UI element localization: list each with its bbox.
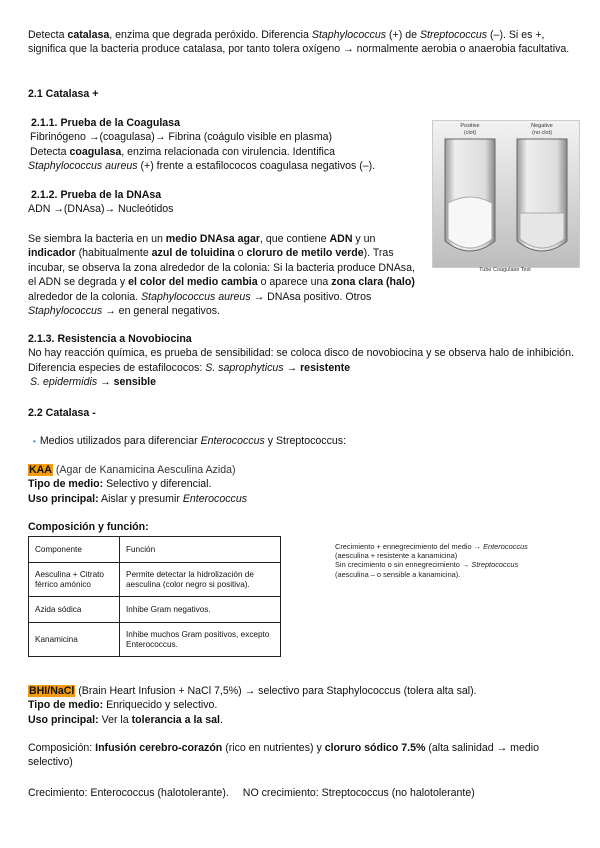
text: azul de toluidina (151, 247, 235, 260)
section-title-catalasa-neg: 2.2 Catalasa - (28, 407, 96, 419)
text: Composición: (28, 742, 96, 754)
text: NO crecimiento: Streptococcus (no halotolerante) (242, 787, 475, 799)
text: cloruro de metilo verde (246, 247, 364, 260)
text: alrededor de la colonia. (28, 290, 142, 303)
bullet-icon: • (33, 437, 36, 446)
medios-bullet-item (33, 434, 583, 449)
table-cell: Permite detectar la hidrolización de aesculina (color negro si positiva). (120, 563, 281, 597)
text: Aislar y presumir (98, 492, 183, 505)
coagulasa-line (28, 159, 418, 173)
text: (rico en nutrientes) y (222, 742, 325, 754)
text: No hay reacción química, es prueba de sensibilidad: se coloca disco de novobiocina y se observa halo de inhibición. Diferencia especies de estafilococos: (28, 347, 574, 374)
text: (+) frente a estafilococos coagulasa negativos (–). (137, 160, 376, 173)
text: y Streptococcus: (264, 435, 347, 447)
text: sensible (113, 376, 157, 389)
text: o aparece una (257, 276, 332, 289)
text: ADN (329, 233, 353, 245)
results-note (335, 542, 585, 579)
table-row (29, 563, 281, 597)
text: Streptococcus (471, 560, 519, 570)
text: → DNAsa positivo. Otros (250, 290, 372, 303)
text: coagulasa (69, 145, 122, 158)
table-header-row (29, 537, 281, 563)
text: (–). Si es +, significa que la bacteria produce catalasa, por tanto tolera oxígeno → normalmente aerobia o anaerobia facultativa. (28, 29, 570, 56)
novobiocina-paragraph (28, 346, 578, 375)
table-cell: Kanamicina (29, 623, 120, 657)
text: Enterococcus (182, 492, 248, 505)
dnasa-line: ADN →(DNAsa)→ Nucleótidos (28, 203, 174, 216)
composition-table (28, 536, 281, 657)
text: Sin crecimiento o sin ennegrecimiento → (335, 560, 472, 570)
text: (aesculina + resistente a kanamicina) (335, 551, 458, 561)
coagulasa-line (30, 145, 418, 159)
composition-table-wrap (28, 536, 281, 657)
table-row (29, 623, 281, 657)
coagulasa-title: 2.1.1. Prueba de la Coagulasa (31, 117, 180, 129)
text: Detecta (30, 145, 70, 158)
text: → en general negativos. (102, 305, 220, 318)
table-cell: Inhibe Gram negativos. (120, 597, 281, 623)
negative-label: Negative (no clot) (531, 123, 553, 136)
text: Tipo de medio: (28, 478, 104, 491)
text: Ver la (98, 713, 132, 726)
text: el color del medio cambia (128, 276, 258, 289)
text: Selectivo y diferencial. (103, 478, 212, 491)
text: Uso principal: (28, 713, 99, 726)
text: , que contiene (260, 233, 330, 245)
text: cloruro sódico 7.5% (324, 742, 426, 754)
dnasa-title: 2.1.2. Prueba de la DNAsa (31, 189, 162, 201)
text: Crecimiento: Enterococcus (halotolerante). (28, 787, 229, 799)
text: S. saprophyticus (205, 361, 284, 374)
text: catalasa (67, 29, 110, 41)
coagulasa-line: Fibrinógeno →(coagulasa)→ Fibrina (coágulo visible en plasma) (30, 131, 333, 144)
text: y un (352, 233, 376, 245)
coagulase-tube-photo (432, 120, 580, 268)
text: zona clara (halo) (331, 276, 415, 289)
text: Enterococcus (200, 435, 265, 447)
dnasa-paragraph (28, 232, 418, 318)
text: medio DNAsa agar (165, 233, 260, 245)
text: Streptococcus (419, 29, 488, 41)
kaa-block (28, 463, 578, 506)
table-cell: Aesculina + Citrato férrico amónico (29, 563, 120, 597)
text: , enzima que degrada peróxido. Diferencia (109, 29, 312, 41)
text: Staphylococcus (28, 305, 103, 318)
table-header-cell: Componente (29, 537, 120, 563)
coagulasa-block (28, 116, 418, 174)
bhi-tag: BHI/NaCl (29, 685, 75, 697)
text: ). Tras incubar, se observa la zona alrededor de la colonia: Si la bacteria produce DNAsa, el ADN se degrada y (28, 247, 415, 289)
composition-title: Composición y función: (28, 521, 149, 533)
text: Enterococcus (483, 542, 528, 551)
text: (alta salinidad → medio selectivo) (28, 742, 540, 769)
text: S. epidermidis (30, 376, 98, 389)
text: Tipo de medio: (28, 699, 104, 712)
text: (+) de (386, 29, 420, 41)
text: Uso principal: (28, 492, 99, 505)
dnasa-block (28, 188, 418, 217)
text: Detecta (28, 29, 68, 41)
section-title-catalasa-pos: 2.1 Catalasa + (28, 88, 99, 100)
text: (Agar de Kanamicina Aesculina Azida) (52, 464, 236, 476)
novobiocina-line (30, 375, 578, 389)
kaa-tag: KAA (29, 464, 52, 476)
bhi-growth (28, 786, 578, 800)
text: resistente (300, 361, 351, 374)
text: tolerancia a la sal (131, 713, 220, 726)
text: indicador (28, 247, 76, 260)
intro-paragraph (28, 28, 578, 57)
text: → (283, 361, 301, 374)
novobiocina-title: 2.1.3. Resistencia a Novobiocina (28, 333, 192, 345)
text: o (234, 247, 247, 260)
bhi-block (28, 684, 578, 727)
text: Medios utilizados para diferenciar (39, 435, 201, 447)
photo-caption: Tube Coagulase Test (479, 267, 531, 273)
text: Staphylococcus (311, 29, 387, 41)
table-cell: Azida sódica (29, 597, 120, 623)
text: (habitualmente (75, 247, 152, 260)
positive-label: Positive (clot) (460, 123, 480, 136)
text: (aesculina – o sensible a kanamicina). (335, 569, 461, 579)
bhi-composition (28, 741, 578, 770)
text: (Brain Heart Infusion + NaCl 7,5%) → selectivo para Staphylococcus (tolera alta sal). (75, 685, 477, 697)
text: Se siembra la bacteria en un (28, 233, 166, 245)
text: → (97, 376, 114, 389)
text: Enriquecido y selectivo. (103, 699, 218, 712)
test-tubes-image (433, 121, 579, 267)
table-row (29, 597, 281, 623)
text: , enzima relacionada con virulencia. Identifica (121, 145, 336, 158)
text: Staphylococcus aureus (28, 160, 138, 173)
text: Crecimiento + ennegrecimiento del medio → (335, 542, 484, 551)
text: . (219, 713, 223, 726)
table-cell: Inhibe muchos Gram positivos, excepto Enterococcus. (120, 623, 281, 657)
text: Staphylococcus aureus (141, 290, 251, 303)
text: Infusión cerebro-corazón (95, 742, 223, 754)
novobiocina-block (28, 332, 578, 390)
table-header-cell: Función (120, 537, 281, 563)
